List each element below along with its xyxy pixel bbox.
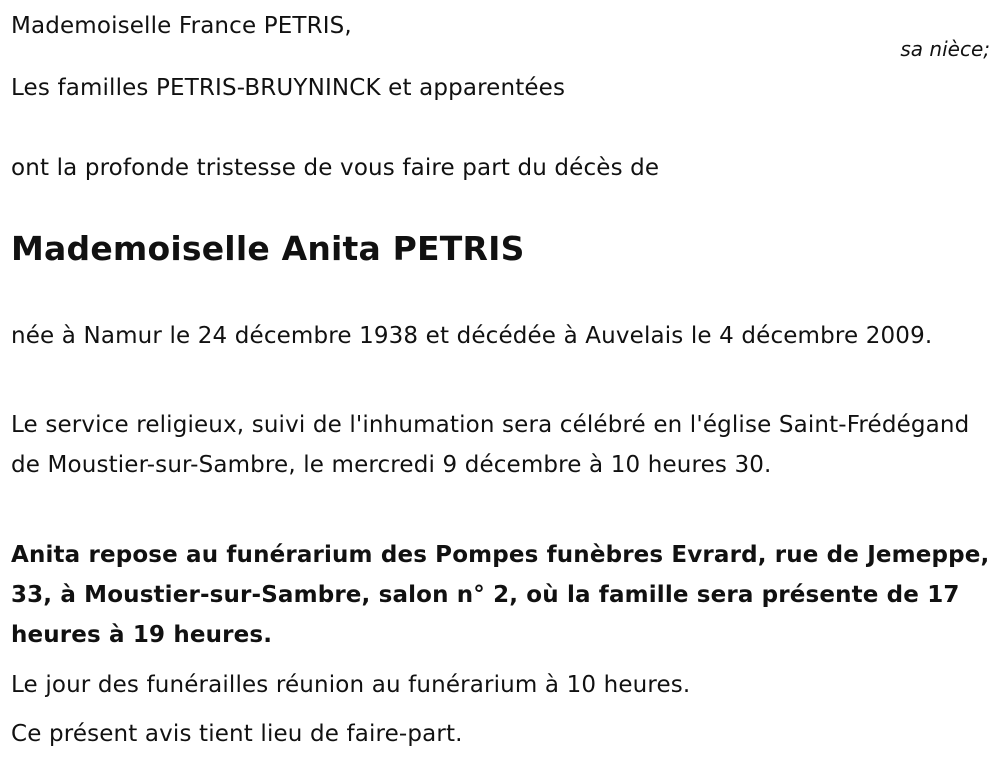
- announcement-intro: ont la profonde tristesse de vous faire part du décès de: [11, 155, 660, 181]
- mourner-relation: sa nièce;: [900, 37, 990, 61]
- birth-death-details: née à Namur le 24 décembre 1938 et décédée à Auvelais le 4 décembre 2009.: [11, 323, 933, 349]
- service-details: Le service religieux, suivi de l'inhumation sera célébré en l'église Saint-Frédégand de Moustier-sur-Sambre, le mercredi 9 décembre à 10 heures 30.: [11, 412, 970, 478]
- notice-statement: Ce présent avis tient lieu de faire-part.: [11, 721, 463, 747]
- mourner-niece: Mademoiselle France PETRIS,: [11, 13, 352, 39]
- deceased-name: Mademoiselle Anita PETRIS: [11, 229, 525, 268]
- mourner-families: Les familles PETRIS-BRUYNINCK et apparentées: [11, 75, 566, 101]
- repose-details: Anita repose au funérarium des Pompes funèbres Evrard, rue de Jemeppe, 33, à Moustier-sur-Sambre, salon n° 2, où la famille sera présente de 17 heures à 19 heures.: [11, 542, 990, 648]
- funeral-day-meeting: Le jour des funérailles réunion au funérarium à 10 heures.: [11, 672, 691, 698]
